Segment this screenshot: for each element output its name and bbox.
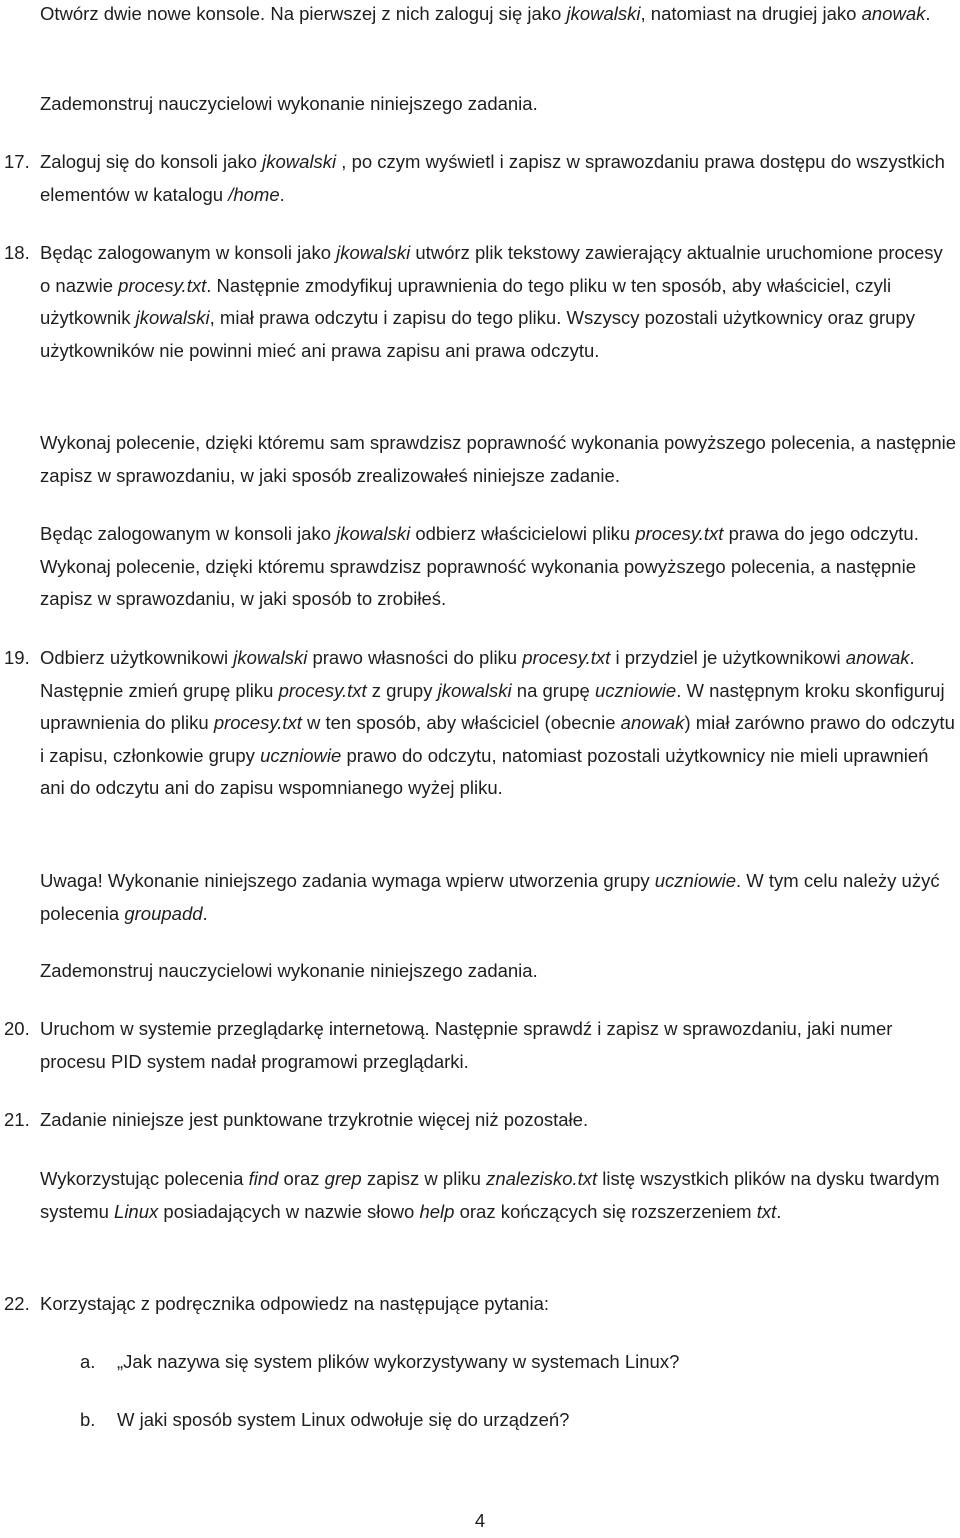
italic-term: jkowalski: [437, 679, 512, 701]
question-b-text: W jaki sposób system Linux odwołuje się do urządzeń?: [117, 1409, 570, 1430]
task-17-number: 17.: [4, 151, 30, 172]
question-a-text: „Jak nazywa się system plików wykorzystywany w systemach Linux?: [117, 1351, 680, 1372]
task-22-text: Korzystając z podręcznika odpowiedz na następujące pytania:: [40, 1293, 550, 1314]
task-18-text: Będąc zalogowanym w konsoli jako jkowalski utwórz plik tekstowy zawierający aktualnie uruchomione procesy o nazwie procesy.txt. Następnie zmodyfikuj uprawnienia do tego pliku w ten sposób, aby właściciel, czyli użytkownik jkowalski, miał prawa odczytu i zapisu do tego pliku. Wszyscy pozostali użytkownicy oraz grupy użytkowników nie powinni mieć ani prawa zapisu ani prawa odczytu.: [40, 242, 943, 361]
task-20-number: 20.: [4, 1018, 30, 1039]
task-17-text: Zaloguj się do konsoli jako jkowalski , po czym wyświetl i zapisz w sprawozdaniu prawa dostępu do wszystkich elementów w katalogu /home.: [40, 151, 945, 205]
page-number: 4: [474, 1510, 486, 1531]
italic-term: jkowalski: [566, 3, 641, 24]
task-19-demonstrate: Zademonstruj nauczycielowi wykonanie niniejszego zadania.: [40, 960, 538, 981]
question-a-letter: a.: [80, 1351, 96, 1372]
task-18-revoke: Będąc zalogowanym w konsoli jako jkowalski odbierz właścicielowi pliku procesy.txt prawa do jego odczytu. Wykonaj polecenie, dzięki któremu sprawdzisz poprawność wykonania powyższego polecenia, a następnie zapisz w sprawozdaniu, w jaki sposób to zrobiłeś.: [40, 523, 919, 609]
italic-term: groupadd: [124, 902, 203, 924]
italic-term: jkowalski: [135, 307, 210, 328]
task-18-number: 18.: [4, 242, 30, 263]
task-21-instructions: Wykorzystując polecenia find oraz grep zapisz w pliku znalezisko.txt listę wszystkich plików na dysku twardym systemu Linux posiadających w nazwie słowo help oraz kończących się rozszerzeniem txt.: [40, 1168, 940, 1222]
italic-term: procesy.txt: [118, 274, 207, 296]
task-19-number: 19.: [4, 647, 30, 668]
demonstrate-note: Zademonstruj nauczycielowi wykonanie niniejszego zadania.: [40, 93, 538, 114]
italic-term: jkowalski: [262, 151, 337, 172]
task-22-number: 22.: [4, 1293, 30, 1314]
italic-term: uczniowie: [594, 679, 677, 701]
task-21-text: Zadanie niniejsze jest punktowane trzykrotnie więcej niż pozostałe.: [40, 1109, 589, 1130]
italic-term: uczniowie: [654, 870, 737, 891]
task-20-text: Uruchom w systemie przeglądarkę internetową. Następnie sprawdź i zapisz w sprawozdaniu, jaki numer procesu PID system nadał programowi przeglądarki.: [40, 1018, 893, 1072]
task-18-verify: Wykonaj polecenie, dzięki któremu sam sprawdzisz poprawność wykonania powyższego polecenia, a następnie zapisz w sprawozdaniu, w jaki sposób zrealizowałeś niniejsze zadanie.: [40, 432, 957, 486]
task-19-text: Odbierz użytkownikowi jkowalski prawo własności do pliku procesy.txt i przydziel je użytkownikowi anowak. Następnie zmień grupę pliku procesy.txt z grupy jkowalski na grupę uczniowie. W następnym kroku skonfiguruj uprawnienia do pliku procesy.txt w ten sposób, aby właściciel (obecnie anowak) miał zarówno prawo do odczytu i zapisu, członkowie grupy uczniowie prawo do odczytu, natomiast pozostali użytkownicy nie mieli uprawnień ani do odczytu ani do zapisu wspomnianego wyżej pliku.: [40, 647, 955, 798]
italic-term: anowak: [861, 3, 926, 24]
italic-term: procesy.txt: [278, 679, 367, 701]
italic-term: jkowalski: [336, 242, 411, 263]
intro-paragraph: Otwórz dwie nowe konsole. Na pierwszej z nich zaloguj się jako jkowalski, natomiast na drugiej jako anowak.: [40, 3, 931, 24]
italic-term: help: [419, 1200, 455, 1222]
italic-term: anowak: [620, 712, 685, 733]
italic-term: /home: [228, 183, 280, 205]
italic-term: txt: [756, 1200, 777, 1222]
italic-term: procesy.txt: [635, 523, 724, 544]
italic-term: znalezisko.txt: [486, 1168, 598, 1189]
italic-term: Linux: [114, 1200, 159, 1222]
italic-term: uczniowie: [260, 744, 342, 766]
task-21-number: 21.: [4, 1109, 30, 1130]
italic-term: anowak: [845, 647, 910, 668]
italic-term: procesy.txt: [522, 647, 611, 668]
italic-term: find: [248, 1168, 279, 1189]
italic-term: jkowalski: [336, 523, 411, 544]
italic-term: jkowalski: [233, 647, 308, 668]
task-19-note: Uwaga! Wykonanie niniejszego zadania wymaga wpierw utworzenia grupy uczniowie. W tym celu należy użyć polecenia groupadd.: [40, 870, 940, 924]
italic-term: procesy.txt: [213, 712, 302, 733]
italic-term: grep: [324, 1168, 362, 1189]
question-b-letter: b.: [80, 1409, 96, 1430]
